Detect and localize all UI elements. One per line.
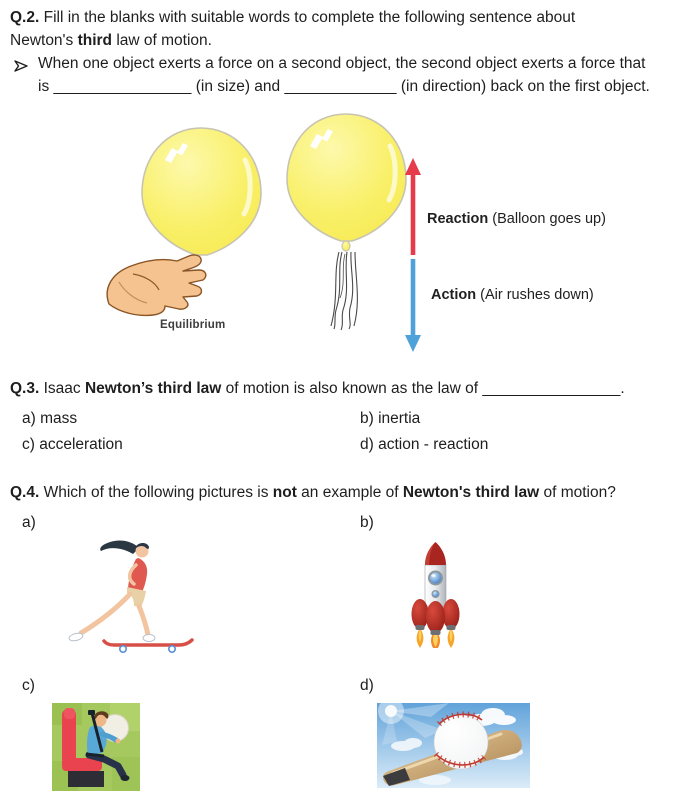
q4-bold-law: Newton's third law: [402, 484, 540, 501]
q4-label-d: d): [360, 677, 374, 694]
q2-bullet-text-mid: (in size) and: [191, 78, 285, 95]
q4-label-a: a): [22, 514, 36, 531]
q4-line: [10, 484, 616, 501]
q2-text-1: Fill in the blanks with suitable words to complete the following sentence about: [39, 9, 576, 26]
q2-bullet-text-post: (in direction) back on the first object.: [396, 78, 650, 95]
action-down-arrow-icon: [405, 259, 421, 352]
q2-bold-third: third: [77, 32, 113, 49]
balloon-figure: [0, 112, 700, 364]
action-label-note: (Air rushes down): [476, 287, 594, 303]
baseball-icon: [434, 714, 488, 769]
skateboarder-image: [55, 536, 205, 654]
q2-text-2: Newton's: [10, 32, 78, 49]
q4-text-1: Which of the following pictures is: [39, 484, 273, 501]
bat-and-ball-icon: [377, 703, 530, 788]
q2-text-3: law of motion.: [112, 32, 212, 49]
air-streaks-icon: [331, 252, 357, 330]
q4-question: [10, 481, 692, 504]
baseball-image: [377, 703, 530, 788]
q2-line-2: [10, 29, 692, 52]
hand-icon: [107, 255, 206, 315]
q3-option-d: d) action - reaction: [360, 436, 489, 453]
rocket-icon: [412, 542, 460, 648]
q4-label-c: c): [22, 677, 35, 694]
q4-bold-not: not: [272, 484, 297, 501]
balloon-figure-drawing: [95, 112, 440, 360]
arrow-bullet-icon: [14, 52, 38, 98]
q3-text-2: of motion is also known as the law of: [221, 380, 483, 397]
q2-question: [10, 6, 692, 52]
reaction-label: [427, 208, 606, 231]
q3-option-c: c) acceleration: [22, 436, 123, 453]
rocket-image: [408, 540, 463, 648]
equilibrium-caption: Equilibrium: [160, 319, 226, 331]
q2-bullet-line-2: [38, 75, 694, 98]
q2-blank-direction: _____________: [284, 78, 397, 95]
action-label: [431, 284, 594, 307]
q2-bullet-line-1: When one object exerts a force on a second object, the second object exerts a force that: [38, 55, 646, 72]
action-label-bold: Action: [431, 287, 477, 303]
car-crash-airbag-icon: [52, 703, 140, 791]
reaction-label-note: (Balloon goes up): [488, 211, 606, 227]
balloon-held-by-hand: [107, 128, 261, 315]
q4-text-2: an example of: [296, 484, 403, 501]
q2-bullet-text-pre: is: [38, 78, 54, 95]
reaction-up-arrow-icon: [405, 158, 421, 255]
q3-option-b: b) inertia: [360, 410, 421, 427]
q3-period: .: [620, 380, 625, 397]
q3-number: Q.3.: [10, 380, 40, 397]
q4-number: Q.4.: [10, 484, 40, 501]
q3-blank-answer: ________________: [482, 380, 621, 397]
q3-question: [10, 377, 692, 400]
car-seat-image: [52, 703, 140, 791]
q2-blank-size: ________________: [53, 78, 192, 95]
seat-base-icon: [68, 771, 104, 787]
q4-text-3: of motion?: [539, 484, 616, 501]
girl-skateboarding-icon: [68, 541, 192, 653]
rocket-booster-icon: [412, 599, 429, 629]
q3-bold-law: Newton’s third law: [84, 380, 222, 397]
reaction-label-bold: Reaction: [427, 211, 489, 227]
q3-option-a: a) mass: [22, 410, 78, 427]
balloon-releasing-air: [287, 114, 406, 330]
q4-label-b: b): [360, 514, 374, 531]
q2-number: Q.2.: [10, 9, 40, 26]
q3-line: [10, 380, 625, 397]
q2-bullet-item: [14, 52, 694, 98]
q2-bullet-text: [38, 52, 694, 98]
q3-text-1: Isaac: [39, 380, 85, 397]
q2-line-1: [10, 6, 692, 29]
